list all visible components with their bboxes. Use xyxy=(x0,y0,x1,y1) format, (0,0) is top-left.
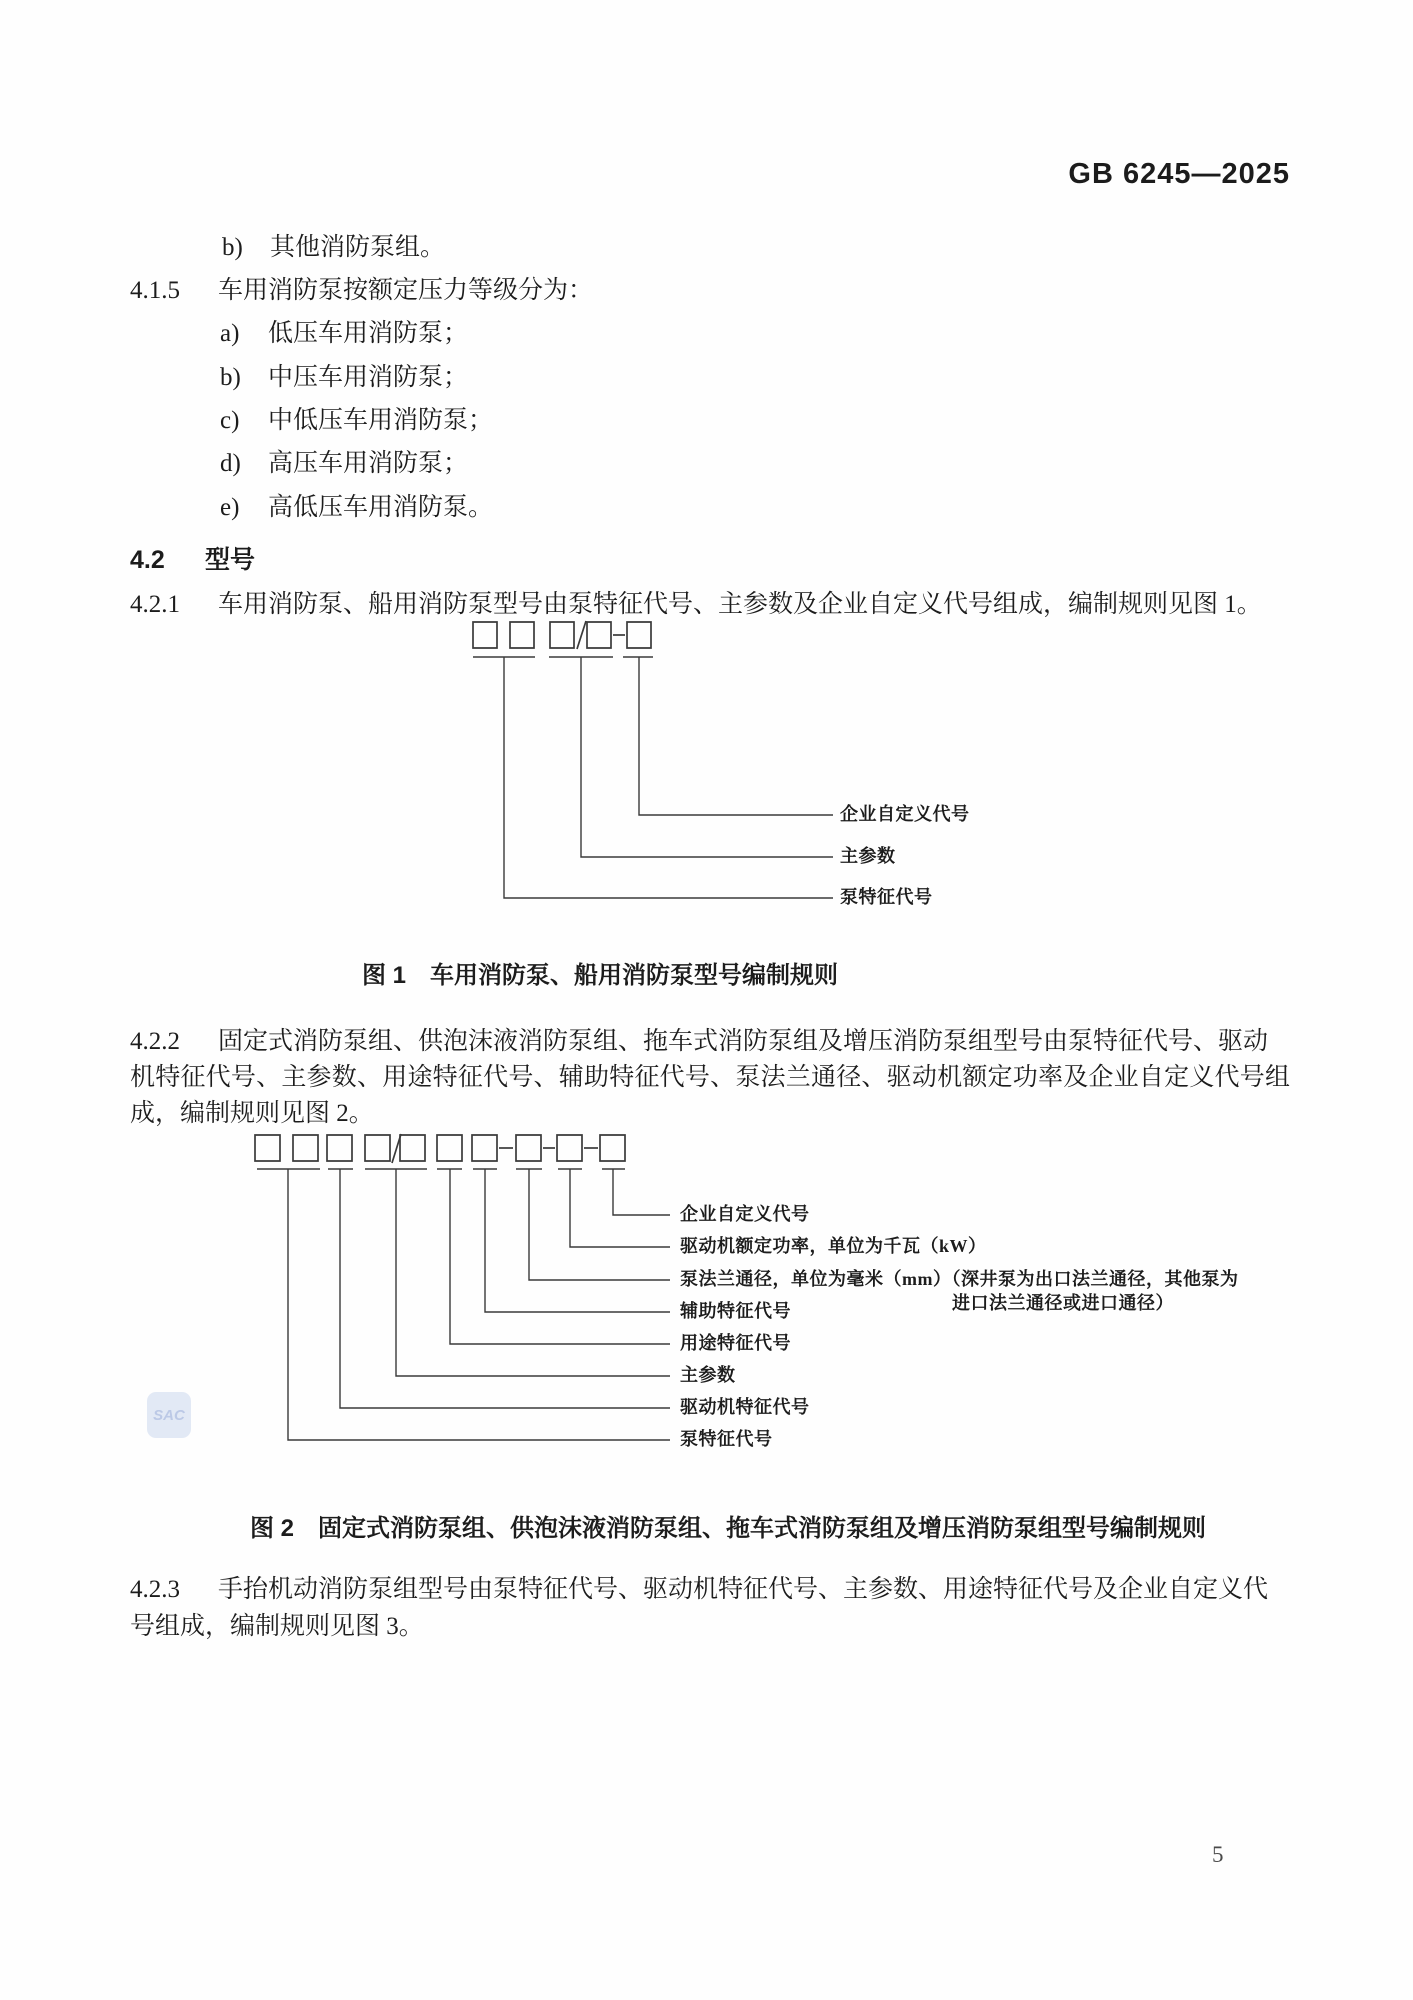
list-item-letter: a) xyxy=(220,320,240,347)
clause-text-line: 成，编制规则见图 2。 xyxy=(130,1100,374,1127)
clause-number: 4.2.2 xyxy=(130,1028,180,1055)
section-heading-title: 型号 xyxy=(205,546,256,574)
list-item-text: 中低压车用消防泵； xyxy=(268,407,494,434)
list-item-text: 其他消防泵组。 xyxy=(270,234,446,261)
list-item-text: 中压车用消防泵； xyxy=(268,364,469,391)
clause-text-line: 固定式消防泵组、供泡沫液消防泵组、拖车式消防泵组及增压消防泵组型号由泵特征代号、驱动 xyxy=(218,1028,1269,1055)
figure2-caption: 图 2 固定式消防泵组、供泡沫液消防泵组、拖车式消防泵组及增压消防泵组型号编制规则 xyxy=(250,1515,1207,1542)
sac-watermark-logo: SAC xyxy=(147,1392,191,1438)
clause-number: 4.1.5 xyxy=(130,277,180,304)
clause-number: 4.2.1 xyxy=(130,591,180,618)
list-item-text: 低压车用消防泵； xyxy=(268,320,469,347)
clause-text-line: 手抬机动消防泵组型号由泵特征代号、驱动机特征代号、主参数、用途特征代号及企业自定义代 xyxy=(218,1576,1269,1603)
list-item-letter: c) xyxy=(220,407,240,434)
figure1-label: 泵特征代号 xyxy=(840,887,933,907)
list-item-letter: b) xyxy=(222,234,243,261)
figure2-label: 泵法兰通径，单位为毫米（mm）（深井泵为出口法兰通径，其他泵为 xyxy=(680,1269,1239,1289)
list-item-text: 高低压车用消防泵。 xyxy=(268,494,494,521)
separators xyxy=(577,621,625,649)
figure2-label: 主参数 xyxy=(680,1365,736,1385)
clause-text-line: 机特征代号、主参数、用途特征代号、辅助特征代号、泵法兰通径、驱动机额定功率及企业自定义代号组 xyxy=(130,1064,1290,1091)
model-code-boxes xyxy=(255,1135,625,1161)
figure2-label: 辅助特征代号 xyxy=(680,1301,791,1321)
leader-lines xyxy=(504,657,833,898)
figure1-label: 主参数 xyxy=(840,846,896,866)
separators xyxy=(392,1134,598,1163)
figure2-label: 驱动机特征代号 xyxy=(680,1397,810,1417)
list-item-letter: b) xyxy=(220,364,241,391)
leader-lines xyxy=(288,1169,670,1440)
figure1-caption: 图 1 车用消防泵、船用消防泵型号编制规则 xyxy=(362,962,839,989)
list-item-letter: d) xyxy=(220,450,241,477)
section-heading-number: 4.2 xyxy=(130,546,165,574)
figure2-label: 驱动机额定功率，单位为千瓦（kW） xyxy=(680,1236,987,1256)
figure2-label: 泵特征代号 xyxy=(680,1429,773,1449)
clause-text-line: 号组成，编制规则见图 3。 xyxy=(130,1613,424,1640)
figure2-label-continuation: 进口法兰通径或进口通径） xyxy=(952,1293,1174,1313)
figure2-label: 企业自定义代号 xyxy=(680,1204,810,1224)
figure1-label: 企业自定义代号 xyxy=(840,804,970,824)
clause-number: 4.2.3 xyxy=(130,1576,180,1603)
standard-code: GB 6245—2025 xyxy=(1068,158,1290,190)
figure1-diagram xyxy=(440,610,1000,910)
list-item-letter: e) xyxy=(220,494,240,521)
clause-text: 车用消防泵按额定压力等级分为： xyxy=(218,277,594,304)
clause-text: 车用消防泵、船用消防泵型号由泵特征代号、主参数及企业自定义代号组成，编制规则见图 1。 xyxy=(218,591,1262,618)
figure2-label: 用途特征代号 xyxy=(680,1333,791,1353)
page-number: 5 xyxy=(1212,1842,1224,1867)
list-item-text: 高压车用消防泵； xyxy=(268,450,469,477)
